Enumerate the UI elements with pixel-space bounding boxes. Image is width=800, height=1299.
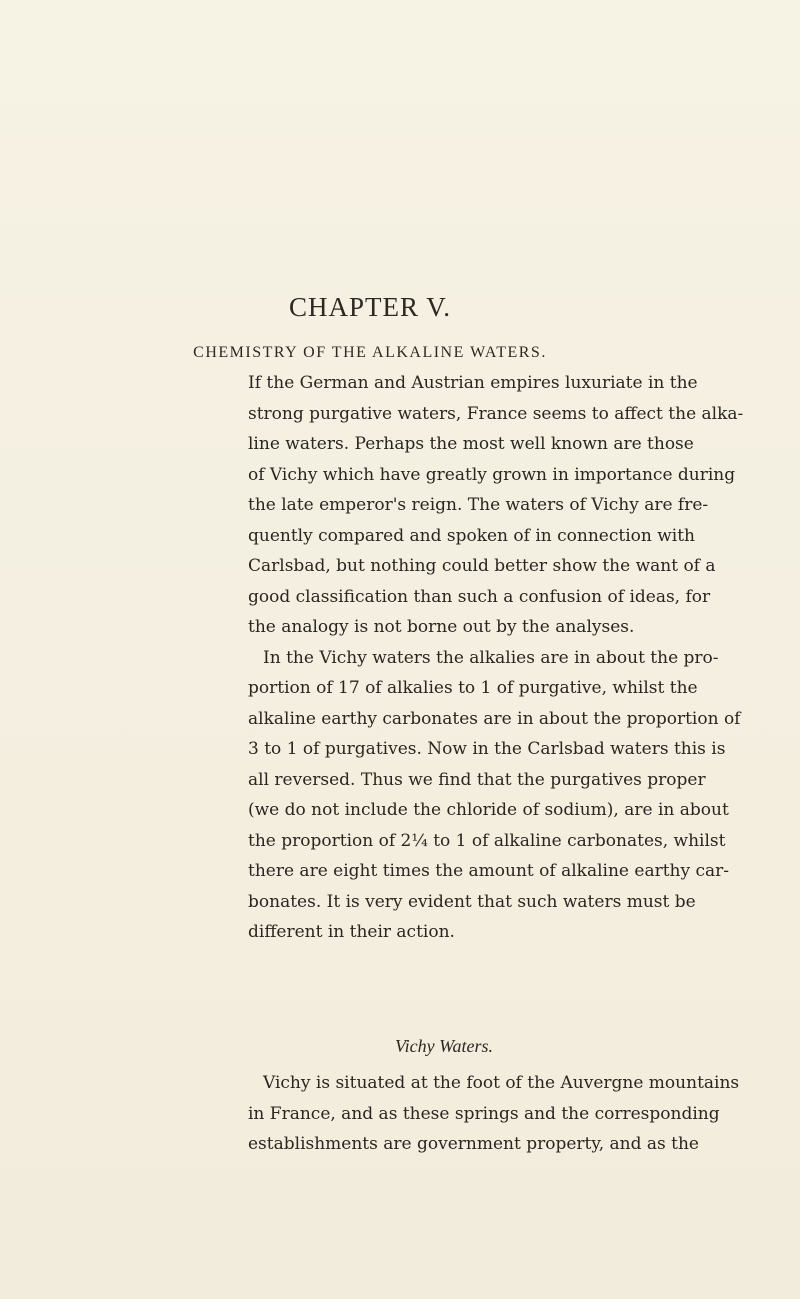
body-text-vichy [248,1068,740,1160]
paragraph-2-line: portion of 17 of alkalies to 1 of purgative, whilst the [248,678,698,698]
paragraph-1-line: If the German and Austrian empires luxuriate in the [248,373,698,393]
paragraph-1-line: quently compared and spoken of in connection with [248,525,695,546]
paragraph-3-line: in France, and as these springs and the corresponding [248,1103,720,1124]
paragraph-2-line: alkaline earthy carbonates are in about the proportion of [248,708,741,729]
paragraph-1-line: Carlsbad, but nothing could better show the want of a [248,556,716,576]
chapter-title: CHAPTER V. [288,292,452,322]
paragraph-2-line: 3 to 1 of purgatives. Now in the Carlsbad waters this is [248,739,726,759]
paragraph-2-line: In the Vichy waters the alkalies are in about the pro- [263,647,719,668]
paragraph-2-line: all reversed. Thus we find that the purgatives proper [248,769,706,790]
paragraph-2-line: the proportion of 2¼ to 1 of alkaline carbonates, whilst [248,830,726,851]
paragraph-1-line: of Vichy which have greatly grown in importance during [248,464,736,485]
paragraph-2-line: different in their action. [248,922,455,942]
paragraph-1-line: strong purgative waters, France seems to affect the alka- [248,403,744,424]
paragraph-1-line: the late emperor's reign. The waters of Vichy are fre- [248,495,709,515]
paragraph-3-line: Vichy is situated at the foot of the Auvergne mountains [263,1073,740,1093]
paragraph-3-line: establishments are government property, and as the [248,1134,699,1154]
body-text-main [248,368,744,948]
paragraph-1-line: the analogy is not borne out by the analyses. [248,617,635,637]
subheading-vichy-waters: Vichy Waters. [395,1036,493,1056]
paragraph-2-line: (we do not include the chloride of sodium), are in about [248,800,729,820]
paragraph-1-line: good classification than such a confusion of ideas, for [248,586,711,607]
paragraph-2-line: bonates. It is very evident that such waters must be [248,891,696,912]
paragraph-1-line: line waters. Perhaps the most well known are those [248,434,694,454]
paragraph-2-line: there are eight times the amount of alkaline earthy car- [248,861,730,881]
section-title: CHEMISTRY OF THE ALKALINE WATERS. [193,344,547,361]
